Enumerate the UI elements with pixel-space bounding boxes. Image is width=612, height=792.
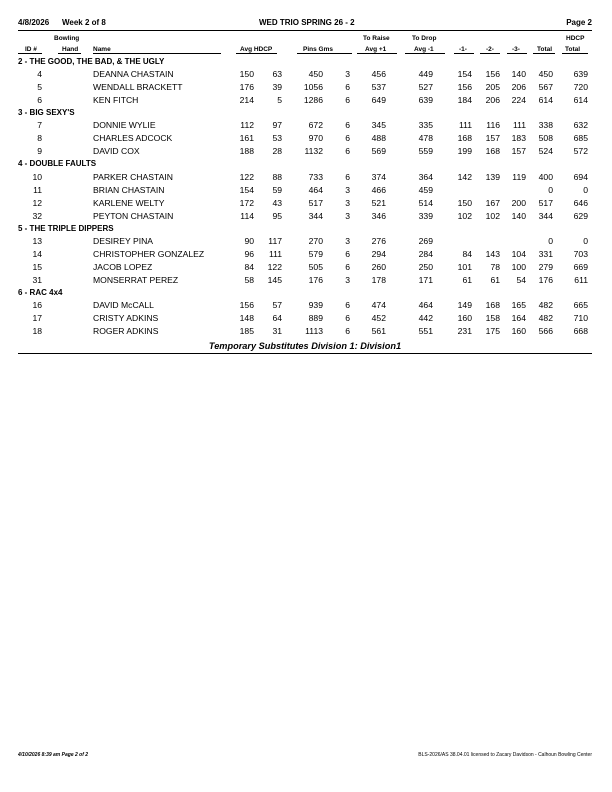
- bowler-game-2: 167: [485, 197, 500, 208]
- bowler-total: 331: [538, 248, 553, 259]
- bowler-pins: 505: [308, 261, 323, 272]
- bowler-game-3: 164: [511, 312, 526, 323]
- underline-raise: [357, 53, 397, 54]
- bowler-handicap: 57: [272, 299, 282, 310]
- table-row: [18, 184, 592, 197]
- bowler-game-1: 149: [457, 299, 472, 310]
- bowler-total: 566: [538, 325, 553, 336]
- bowler-to-raise: 456: [371, 69, 386, 80]
- bowler-total: 450: [538, 69, 553, 80]
- bowler-name: CHARLES ADCOCK: [93, 133, 173, 144]
- col-name: Name: [93, 46, 111, 53]
- bowler-handicap: 64: [272, 312, 282, 323]
- bowler-handicap: 97: [272, 120, 282, 131]
- bowler-games: 6: [345, 312, 350, 323]
- bowler-average: 148: [239, 312, 254, 323]
- bowler-to-drop: 442: [418, 312, 433, 323]
- bowler-game-2: 158: [485, 312, 500, 323]
- table-row: [18, 119, 592, 132]
- bowler-hdcp-total: 0: [583, 184, 588, 195]
- bowler-pins: 1132: [304, 146, 323, 157]
- bowler-game-1: 199: [457, 146, 472, 157]
- bowler-hdcp-total: 0: [583, 235, 588, 246]
- table-row: [18, 261, 592, 274]
- bowler-hdcp-total: 668: [573, 325, 588, 336]
- bowler-average: 188: [239, 146, 254, 157]
- bowler-game-3: 100: [511, 261, 526, 272]
- bowler-game-1: 142: [457, 171, 472, 182]
- bowler-id: 31: [32, 274, 42, 285]
- bowler-pins: 1286: [303, 95, 323, 106]
- bowler-to-drop: 551: [418, 325, 433, 336]
- bowler-hdcp-total: 694: [573, 171, 588, 182]
- bowler-name: ROGER ADKINS: [93, 325, 159, 336]
- bowler-id: 4: [37, 69, 42, 80]
- team-title: 3 - BIG SEXY'S: [18, 108, 75, 118]
- table-row: [18, 235, 592, 248]
- bowler-game-1: 150: [457, 197, 472, 208]
- bowler-total: 517: [538, 197, 553, 208]
- bowler-pins: 1056: [303, 82, 323, 93]
- bowler-hdcp-total: 710: [573, 312, 588, 323]
- bowler-hdcp-total: 703: [573, 248, 588, 259]
- bowler-game-1: 160: [457, 312, 472, 323]
- bowler-game-1: 111: [458, 120, 472, 131]
- bowler-to-raise: 345: [371, 120, 386, 131]
- footer-printed: 4/10/2026 8:39 am Page 2 of 2: [18, 752, 89, 758]
- bowler-game-2: 139: [485, 171, 500, 182]
- bowler-to-drop: 269: [418, 235, 433, 246]
- bowler-id: 6: [37, 95, 42, 106]
- col-game-2: -2-: [486, 46, 494, 53]
- bowler-handicap: 145: [267, 274, 282, 285]
- bowler-game-2: 156: [485, 69, 500, 80]
- bowler-average: 176: [239, 82, 254, 93]
- bowler-game-3: 119: [512, 171, 526, 182]
- underline-avg-hdcp: [236, 53, 277, 54]
- bowler-games: 6: [345, 171, 350, 182]
- bowler-handicap: 117: [268, 235, 282, 246]
- bowler-game-1: 102: [457, 210, 472, 221]
- col-to-raise-sub: Avg +1: [365, 46, 387, 53]
- bowler-id: 7: [37, 120, 42, 131]
- bowler-game-3: 140: [511, 69, 526, 80]
- bowler-games: 6: [345, 248, 350, 259]
- bowler-hdcp-total: 646: [573, 197, 588, 208]
- bowler-total: 524: [538, 146, 553, 157]
- underline-g1: [454, 53, 474, 54]
- bowler-game-1: 168: [457, 133, 472, 144]
- table-bottom-rule: [18, 353, 592, 354]
- col-to-drop: To Drop: [412, 35, 437, 42]
- bowler-to-raise: 488: [371, 133, 386, 144]
- bowler-to-drop: 339: [418, 210, 433, 221]
- table-row: [18, 132, 592, 145]
- bowler-average: 90: [244, 235, 254, 246]
- bowler-id: 14: [32, 248, 42, 259]
- bowler-game-3: 183: [511, 133, 526, 144]
- table-row: [18, 312, 592, 325]
- bowler-id: 13: [32, 235, 42, 246]
- bowler-game-2: 116: [486, 120, 500, 131]
- bowler-pins: 270: [308, 235, 323, 246]
- bowler-handicap: 122: [267, 261, 282, 272]
- bowler-handicap: 63: [272, 69, 282, 80]
- team-header: [18, 223, 592, 235]
- bowler-to-drop: 464: [418, 299, 433, 310]
- col-total: Total: [537, 46, 553, 53]
- bowler-name: KEN FITCH: [93, 95, 139, 106]
- bowler-to-raise: 466: [371, 184, 386, 195]
- underline-hand: [58, 53, 81, 54]
- table-row: [18, 145, 592, 158]
- col-hand: Hand: [62, 46, 79, 53]
- underline-total: [533, 53, 555, 54]
- bowler-name: DONNIE WYLIE: [93, 120, 156, 131]
- bowler-handicap: 53: [272, 133, 282, 144]
- header-rule: [18, 30, 592, 31]
- col-bowling: Bowling: [54, 35, 80, 42]
- bowler-to-raise: 178: [371, 274, 386, 285]
- col-hdcp: HDCP: [566, 35, 585, 42]
- team-title: 2 - THE GOOD, THE BAD, & THE UGLY: [18, 57, 165, 66]
- underline-g2: [480, 53, 500, 54]
- bowler-to-raise: 374: [371, 171, 386, 182]
- bowler-to-drop: 459: [418, 184, 433, 195]
- table-row: [18, 274, 592, 287]
- bowler-handicap: 111: [268, 248, 282, 259]
- col-to-raise: To Raise: [363, 35, 390, 42]
- bowler-game-2: 61: [490, 274, 500, 285]
- bowler-games: 6: [345, 133, 350, 144]
- col-id: ID #: [25, 46, 37, 53]
- bowler-average: 185: [239, 325, 254, 336]
- bowler-to-raise: 294: [371, 248, 386, 259]
- bowler-to-raise: 649: [371, 95, 386, 106]
- bowler-to-raise: 452: [371, 312, 386, 323]
- bowler-name: DESIREY PINA: [93, 235, 154, 246]
- bowler-handicap: 88: [272, 171, 282, 182]
- bowler-id: 32: [32, 210, 42, 221]
- team-header: [18, 107, 592, 119]
- bowler-games: 6: [345, 120, 350, 131]
- bowler-average: 114: [240, 210, 254, 221]
- bowler-name: CRISTY ADKINS: [93, 312, 159, 323]
- bowler-game-1: 184: [457, 95, 472, 106]
- bowler-to-drop: 250: [418, 261, 433, 272]
- bowler-average: 154: [239, 184, 254, 195]
- bowler-id: 15: [32, 261, 42, 272]
- bowler-game-2: 205: [485, 82, 500, 93]
- bowler-games: 6: [345, 325, 350, 336]
- bowler-hdcp-total: 572: [573, 146, 588, 157]
- bowler-game-3: 200: [511, 197, 526, 208]
- bowler-games: 3: [345, 69, 350, 80]
- bowler-game-1: 101: [457, 261, 472, 272]
- bowler-pins: 579: [308, 248, 323, 259]
- bowler-total: 614: [538, 95, 553, 106]
- bowler-name: DAVID McCALL: [93, 299, 154, 310]
- bowler-name: KARLENE WELTY: [93, 197, 165, 208]
- bowler-pins: 450: [308, 69, 323, 80]
- bowler-id: 9: [37, 146, 42, 157]
- underline-hdcp-total: [562, 53, 588, 54]
- bowler-to-drop: 478: [418, 133, 433, 144]
- bowler-game-2: 157: [485, 133, 500, 144]
- table-row: [18, 299, 592, 312]
- bowler-to-raise: 569: [371, 146, 386, 157]
- bowler-hdcp-total: 629: [573, 210, 588, 221]
- bowler-name: BRIAN CHASTAIN: [93, 184, 165, 195]
- bowler-games: 6: [345, 261, 350, 272]
- bowler-handicap: 59: [272, 184, 282, 195]
- bowler-to-drop: 559: [418, 146, 433, 157]
- bowler-to-drop: 335: [418, 120, 433, 131]
- bowler-games: 3: [345, 210, 350, 221]
- bowler-hdcp-total: 669: [573, 261, 588, 272]
- bowler-id: 16: [32, 299, 42, 310]
- table-row: [18, 94, 592, 107]
- bowler-id: 10: [32, 171, 42, 182]
- bowler-pins: 517: [308, 197, 323, 208]
- bowler-hdcp-total: 665: [573, 299, 588, 310]
- bowler-hdcp-total: 614: [573, 95, 588, 106]
- table-row: [18, 171, 592, 184]
- bowler-name: DAVID COX: [93, 146, 140, 157]
- bowler-pins: 464: [308, 184, 323, 195]
- bowler-game-3: 224: [511, 95, 526, 106]
- bowler-average: 156: [239, 299, 254, 310]
- bowler-handicap: 31: [272, 325, 282, 336]
- bowler-games: 3: [345, 235, 350, 246]
- bowler-total: 344: [538, 210, 553, 221]
- bowler-pins: 939: [308, 299, 323, 310]
- page-number: Page 2: [566, 18, 592, 27]
- bowler-total: 482: [538, 312, 553, 323]
- bowler-average: 84: [244, 261, 254, 272]
- team-header: [18, 56, 592, 68]
- bowler-handicap: 95: [272, 210, 282, 221]
- bowler-pins: 344: [308, 210, 323, 221]
- col-hdcp-total: Total: [565, 46, 581, 53]
- bowler-total: 567: [538, 82, 553, 93]
- col-game-1: -1-: [459, 46, 467, 53]
- bowler-game-3: 206: [511, 82, 526, 93]
- underline-name: [93, 53, 221, 54]
- bowler-game-2: 168: [485, 146, 500, 157]
- bowler-average: 58: [244, 274, 254, 285]
- team-header: [18, 158, 592, 170]
- bowler-pins: 176: [308, 274, 323, 285]
- col-avg-hdcp: Avg HDCP: [240, 46, 273, 53]
- bowler-name: MONSERRAT PEREZ: [93, 274, 179, 285]
- bowler-total: 176: [538, 274, 553, 285]
- bowler-to-raise: 276: [371, 235, 386, 246]
- bowler-to-drop: 171: [418, 274, 433, 285]
- team-title: 5 - THE TRIPLE DIPPERS: [18, 223, 114, 233]
- bowler-game-1: 61: [462, 274, 472, 285]
- bowler-game-2: 168: [485, 299, 500, 310]
- table-row: [18, 197, 592, 210]
- bowler-id: 12: [32, 197, 42, 208]
- bowler-game-2: 175: [485, 325, 500, 336]
- underline-id: [18, 53, 42, 54]
- bowler-id: 18: [32, 325, 42, 336]
- bowler-average: 172: [239, 197, 254, 208]
- bowler-game-1: 84: [462, 248, 472, 259]
- bowler-name: PARKER CHASTAIN: [93, 171, 173, 182]
- bowler-pins: 970: [308, 133, 323, 144]
- bowler-average: 214: [239, 95, 254, 106]
- bowler-hdcp-total: 639: [573, 69, 588, 80]
- bowler-id: 17: [32, 312, 42, 323]
- bowler-games: 6: [345, 299, 350, 310]
- table-row: [18, 68, 592, 81]
- bowler-game-3: 160: [511, 325, 526, 336]
- footer-license: BLS-2026/AS 38.04.01 licensed to Zacary Davidson - Calhoun Bowling Center: [418, 752, 592, 758]
- bowler-hdcp-total: 632: [573, 120, 588, 131]
- bowler-average: 96: [244, 248, 254, 259]
- bowler-average: 150: [239, 69, 254, 80]
- table-row: [18, 81, 592, 94]
- bowler-name: PEYTON CHASTAIN: [93, 210, 174, 221]
- bowler-id: 8: [37, 133, 42, 144]
- team-title: 6 - RAC 4x4: [18, 287, 63, 297]
- league-title: WED TRIO SPRING 26 - 2: [259, 18, 355, 27]
- table-row: [18, 210, 592, 223]
- bowler-average: 161: [239, 133, 254, 144]
- bowler-to-drop: 284: [418, 248, 433, 259]
- bowler-total: 400: [538, 171, 553, 182]
- bowler-name: DEANNA CHASTAIN: [93, 69, 174, 80]
- standings-table: [18, 56, 592, 338]
- bowler-total: 0: [548, 184, 553, 195]
- bowler-hdcp-total: 685: [573, 133, 588, 144]
- bowler-pins: 672: [308, 120, 323, 131]
- bowler-game-3: 104: [511, 248, 526, 259]
- table-row: [18, 248, 592, 261]
- bowler-to-drop: 449: [418, 69, 433, 80]
- bowler-handicap: 39: [272, 82, 282, 93]
- team-title: 4 - DOUBLE FAULTS: [18, 159, 97, 169]
- bowler-hdcp-total: 720: [573, 82, 588, 93]
- bowler-games: 6: [345, 95, 350, 106]
- report-week: Week 2 of 8: [62, 18, 106, 27]
- bowler-to-drop: 639: [418, 95, 433, 106]
- bowler-average: 112: [240, 120, 254, 131]
- bowler-to-raise: 346: [371, 210, 386, 221]
- bowler-to-drop: 364: [418, 171, 433, 182]
- bowler-games: 3: [345, 197, 350, 208]
- bowler-name: CHRISTOPHER GONZALEZ: [93, 248, 205, 259]
- bowler-handicap: 43: [272, 197, 282, 208]
- bowler-game-3: 111: [512, 120, 526, 131]
- bowler-hdcp-total: 611: [574, 274, 588, 285]
- col-to-drop-sub: Avg -1: [414, 46, 434, 53]
- bowler-to-raise: 521: [371, 197, 386, 208]
- table-row: [18, 325, 592, 338]
- bowler-game-2: 143: [485, 248, 500, 259]
- bowler-to-drop: 514: [418, 197, 433, 208]
- bowler-total: 0: [548, 235, 553, 246]
- bowler-to-raise: 260: [371, 261, 386, 272]
- bowler-to-raise: 537: [371, 82, 386, 93]
- bowler-games: 3: [345, 274, 350, 285]
- report-header: [18, 18, 592, 30]
- bowler-game-3: 157: [511, 146, 526, 157]
- report-date: 4/8/2026: [18, 18, 50, 27]
- bowler-pins: 1113: [305, 325, 323, 336]
- col-pins-gms: Pins Gms: [303, 46, 333, 53]
- bowler-game-1: 154: [457, 69, 472, 80]
- bowler-game-3: 165: [511, 299, 526, 310]
- bowler-game-2: 102: [485, 210, 500, 221]
- substitutes-heading: Temporary Substitutes Division 1: Division1: [208, 341, 402, 351]
- bowler-to-drop: 527: [418, 82, 433, 93]
- bowler-id: 5: [37, 82, 42, 93]
- underline-g3: [507, 53, 527, 54]
- team-header: [18, 287, 592, 299]
- bowler-game-3: 140: [511, 210, 526, 221]
- bowler-total: 508: [538, 133, 553, 144]
- bowler-to-raise: 474: [371, 299, 386, 310]
- bowler-total: 279: [538, 261, 553, 272]
- bowler-name: WENDALL BRACKETT: [93, 82, 183, 93]
- bowler-pins: 733: [308, 171, 323, 182]
- bowler-total: 338: [538, 120, 553, 131]
- bowler-games: 3: [345, 184, 350, 195]
- bowler-games: 6: [345, 82, 350, 93]
- bowler-game-2: 206: [485, 95, 500, 106]
- bowler-id: 11: [33, 184, 42, 195]
- underline-pins-gms: [297, 53, 352, 54]
- bowler-game-2: 78: [490, 261, 500, 272]
- bowler-games: 6: [345, 146, 350, 157]
- bowler-handicap: 28: [272, 146, 282, 157]
- underline-drop: [405, 53, 445, 54]
- col-game-3: -3-: [512, 46, 520, 53]
- bowler-game-1: 156: [457, 82, 472, 93]
- bowler-total: 482: [538, 299, 553, 310]
- bowler-game-3: 54: [516, 274, 526, 285]
- bowler-handicap: 5: [277, 95, 282, 106]
- bowler-average: 122: [239, 171, 254, 182]
- bowler-to-raise: 561: [371, 325, 386, 336]
- bowler-name: JACOB LOPEZ: [93, 261, 153, 272]
- bowler-pins: 889: [308, 312, 323, 323]
- bowler-game-1: 231: [457, 325, 472, 336]
